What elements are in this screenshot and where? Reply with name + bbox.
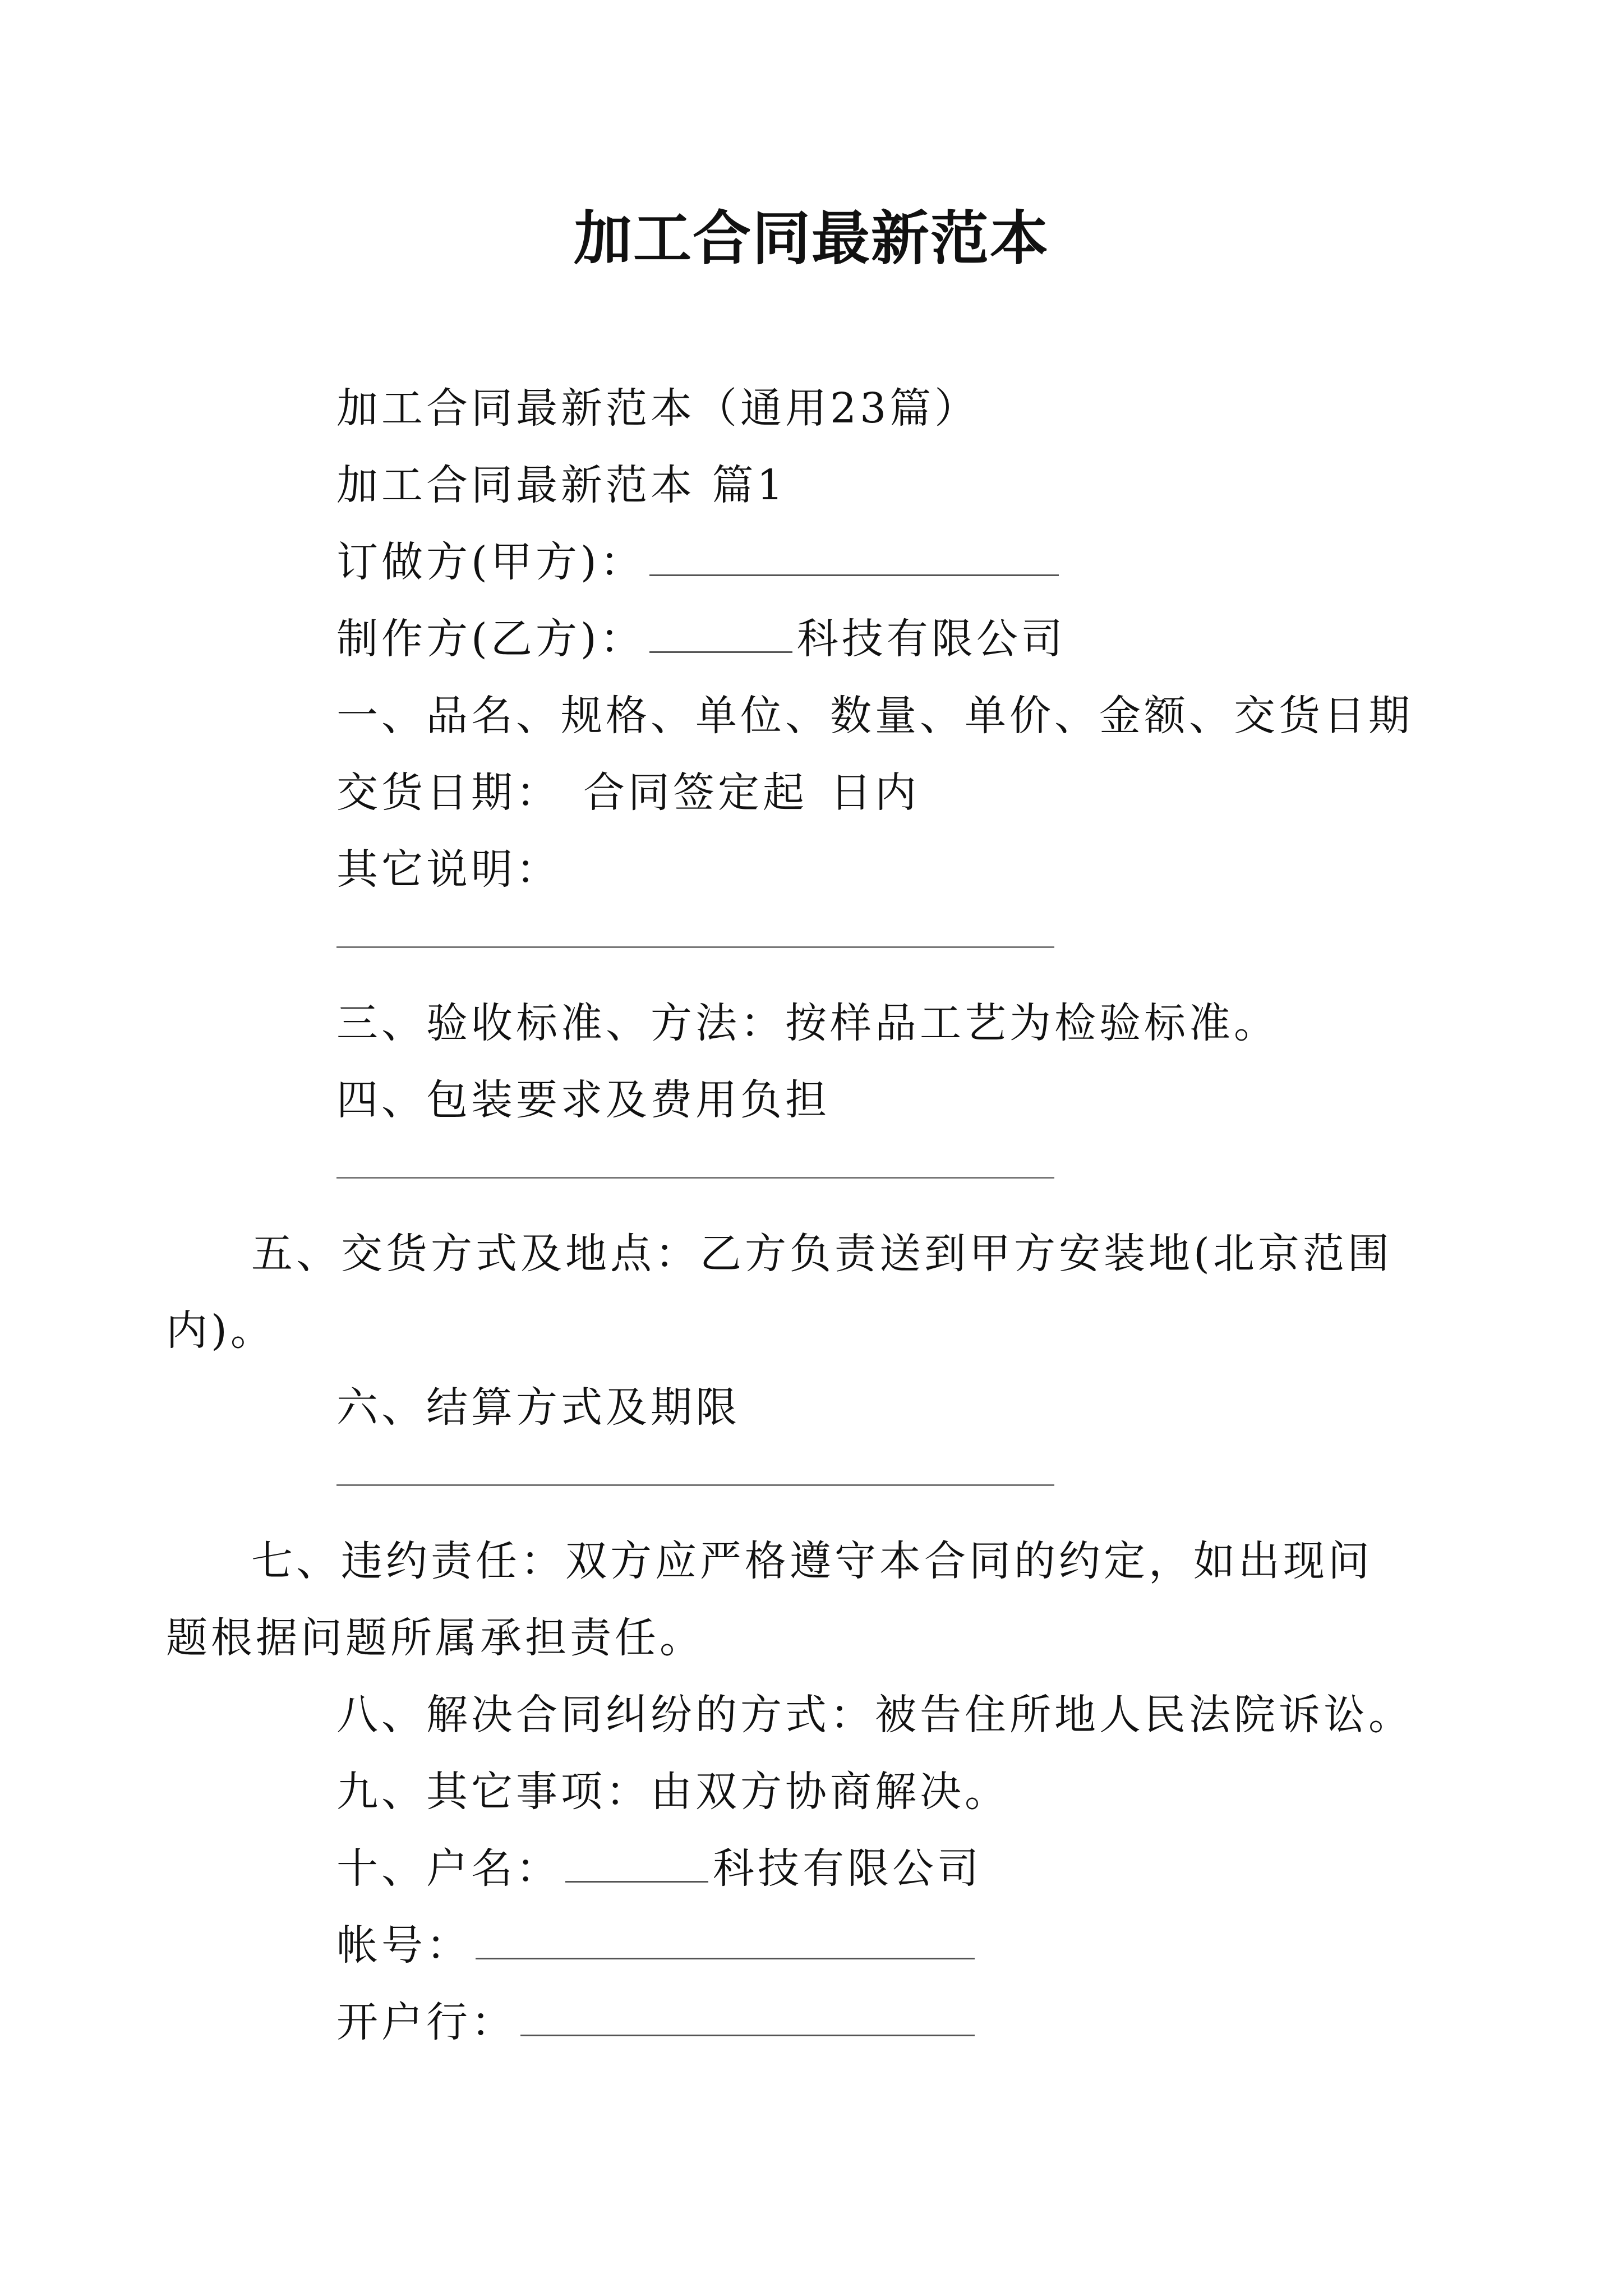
clause-10-label: 十、户名： [336, 1844, 561, 1893]
other-notes-row [251, 831, 1384, 908]
bank-row [251, 1984, 1384, 2061]
section-heading [251, 447, 1384, 524]
party-a-label: 订做方(甲方)： [336, 538, 645, 586]
clause-5-text: 五、交货方式及地点：乙方负责送到甲方安装地(北京范围内)。 [166, 1230, 1393, 1355]
clause-6-blank-line [251, 1446, 1384, 1523]
clause-8-text: 八、解决合同纠纷的方式：被告住所地人民法院诉讼。 [336, 1691, 1413, 1739]
blank-rule [336, 1177, 1054, 1179]
clause-3-text: 三、验收标准、方法：按样品工艺为检验标准。 [336, 999, 1279, 1047]
clause-6 [251, 1369, 1384, 1446]
account-row [251, 1907, 1384, 1984]
delivery-text-b: 日内 [830, 769, 920, 817]
bank-blank [520, 2001, 975, 2036]
clause-9-text: 九、其它事项：由双方协商解决。 [336, 1768, 1009, 1816]
clause-7 [166, 1523, 1400, 1677]
blank-rule [336, 946, 1054, 948]
account-label: 帐号： [336, 1921, 471, 1970]
clause-7-text: 七、违约责任：双方应严格遵守本合同的约定，如出现问题根据问题所属承担责任。 [166, 1537, 1373, 1662]
clause-4-blank-line [251, 1139, 1384, 1216]
delivery-row [251, 754, 1384, 831]
clause-4-text: 四、包装要求及费用负担 [336, 1076, 830, 1124]
other-notes-label: 其它说明： [336, 845, 561, 894]
clause-1-text: 一、品名、规格、单位、数量、单价、金额、交货日期 [336, 692, 1413, 740]
account-blank [476, 1924, 975, 1959]
section-heading-text: 加工合同最新范本 篇1 [336, 461, 787, 509]
party-b-suffix: 科技有限公司 [796, 615, 1066, 663]
party-a-blank [649, 541, 1059, 576]
party-b-label: 制作方(乙方)： [336, 615, 645, 663]
party-a-row [251, 524, 1384, 601]
clause-10-suffix: 科技有限公司 [713, 1844, 982, 1893]
party-b-blank [649, 618, 792, 653]
clause-8 [251, 1677, 1413, 1754]
clause-3 [251, 985, 1384, 1062]
bank-label: 开户行： [336, 1998, 516, 2046]
subtitle [251, 370, 1384, 447]
delivery-text-a: 合同签定起 [583, 769, 808, 817]
document-title: 加工合同最新范本 [573, 204, 1049, 273]
clause-1 [251, 678, 1413, 754]
clause-9 [251, 1754, 1384, 1830]
clause-10-row [251, 1830, 1384, 1907]
clause-5 [166, 1216, 1400, 1369]
party-b-row [251, 601, 1384, 678]
clause-4 [251, 1062, 1384, 1139]
document-body [166, 370, 1413, 2061]
other-notes-blank-line [251, 908, 1384, 985]
subtitle-text: 加工合同最新范本（通用23篇） [336, 384, 980, 432]
blank-rule [336, 1484, 1054, 1486]
clause-6-text: 六、结算方式及期限 [336, 1383, 740, 1432]
delivery-label: 交货日期： [336, 769, 561, 817]
clause-10-blank [565, 1847, 708, 1883]
